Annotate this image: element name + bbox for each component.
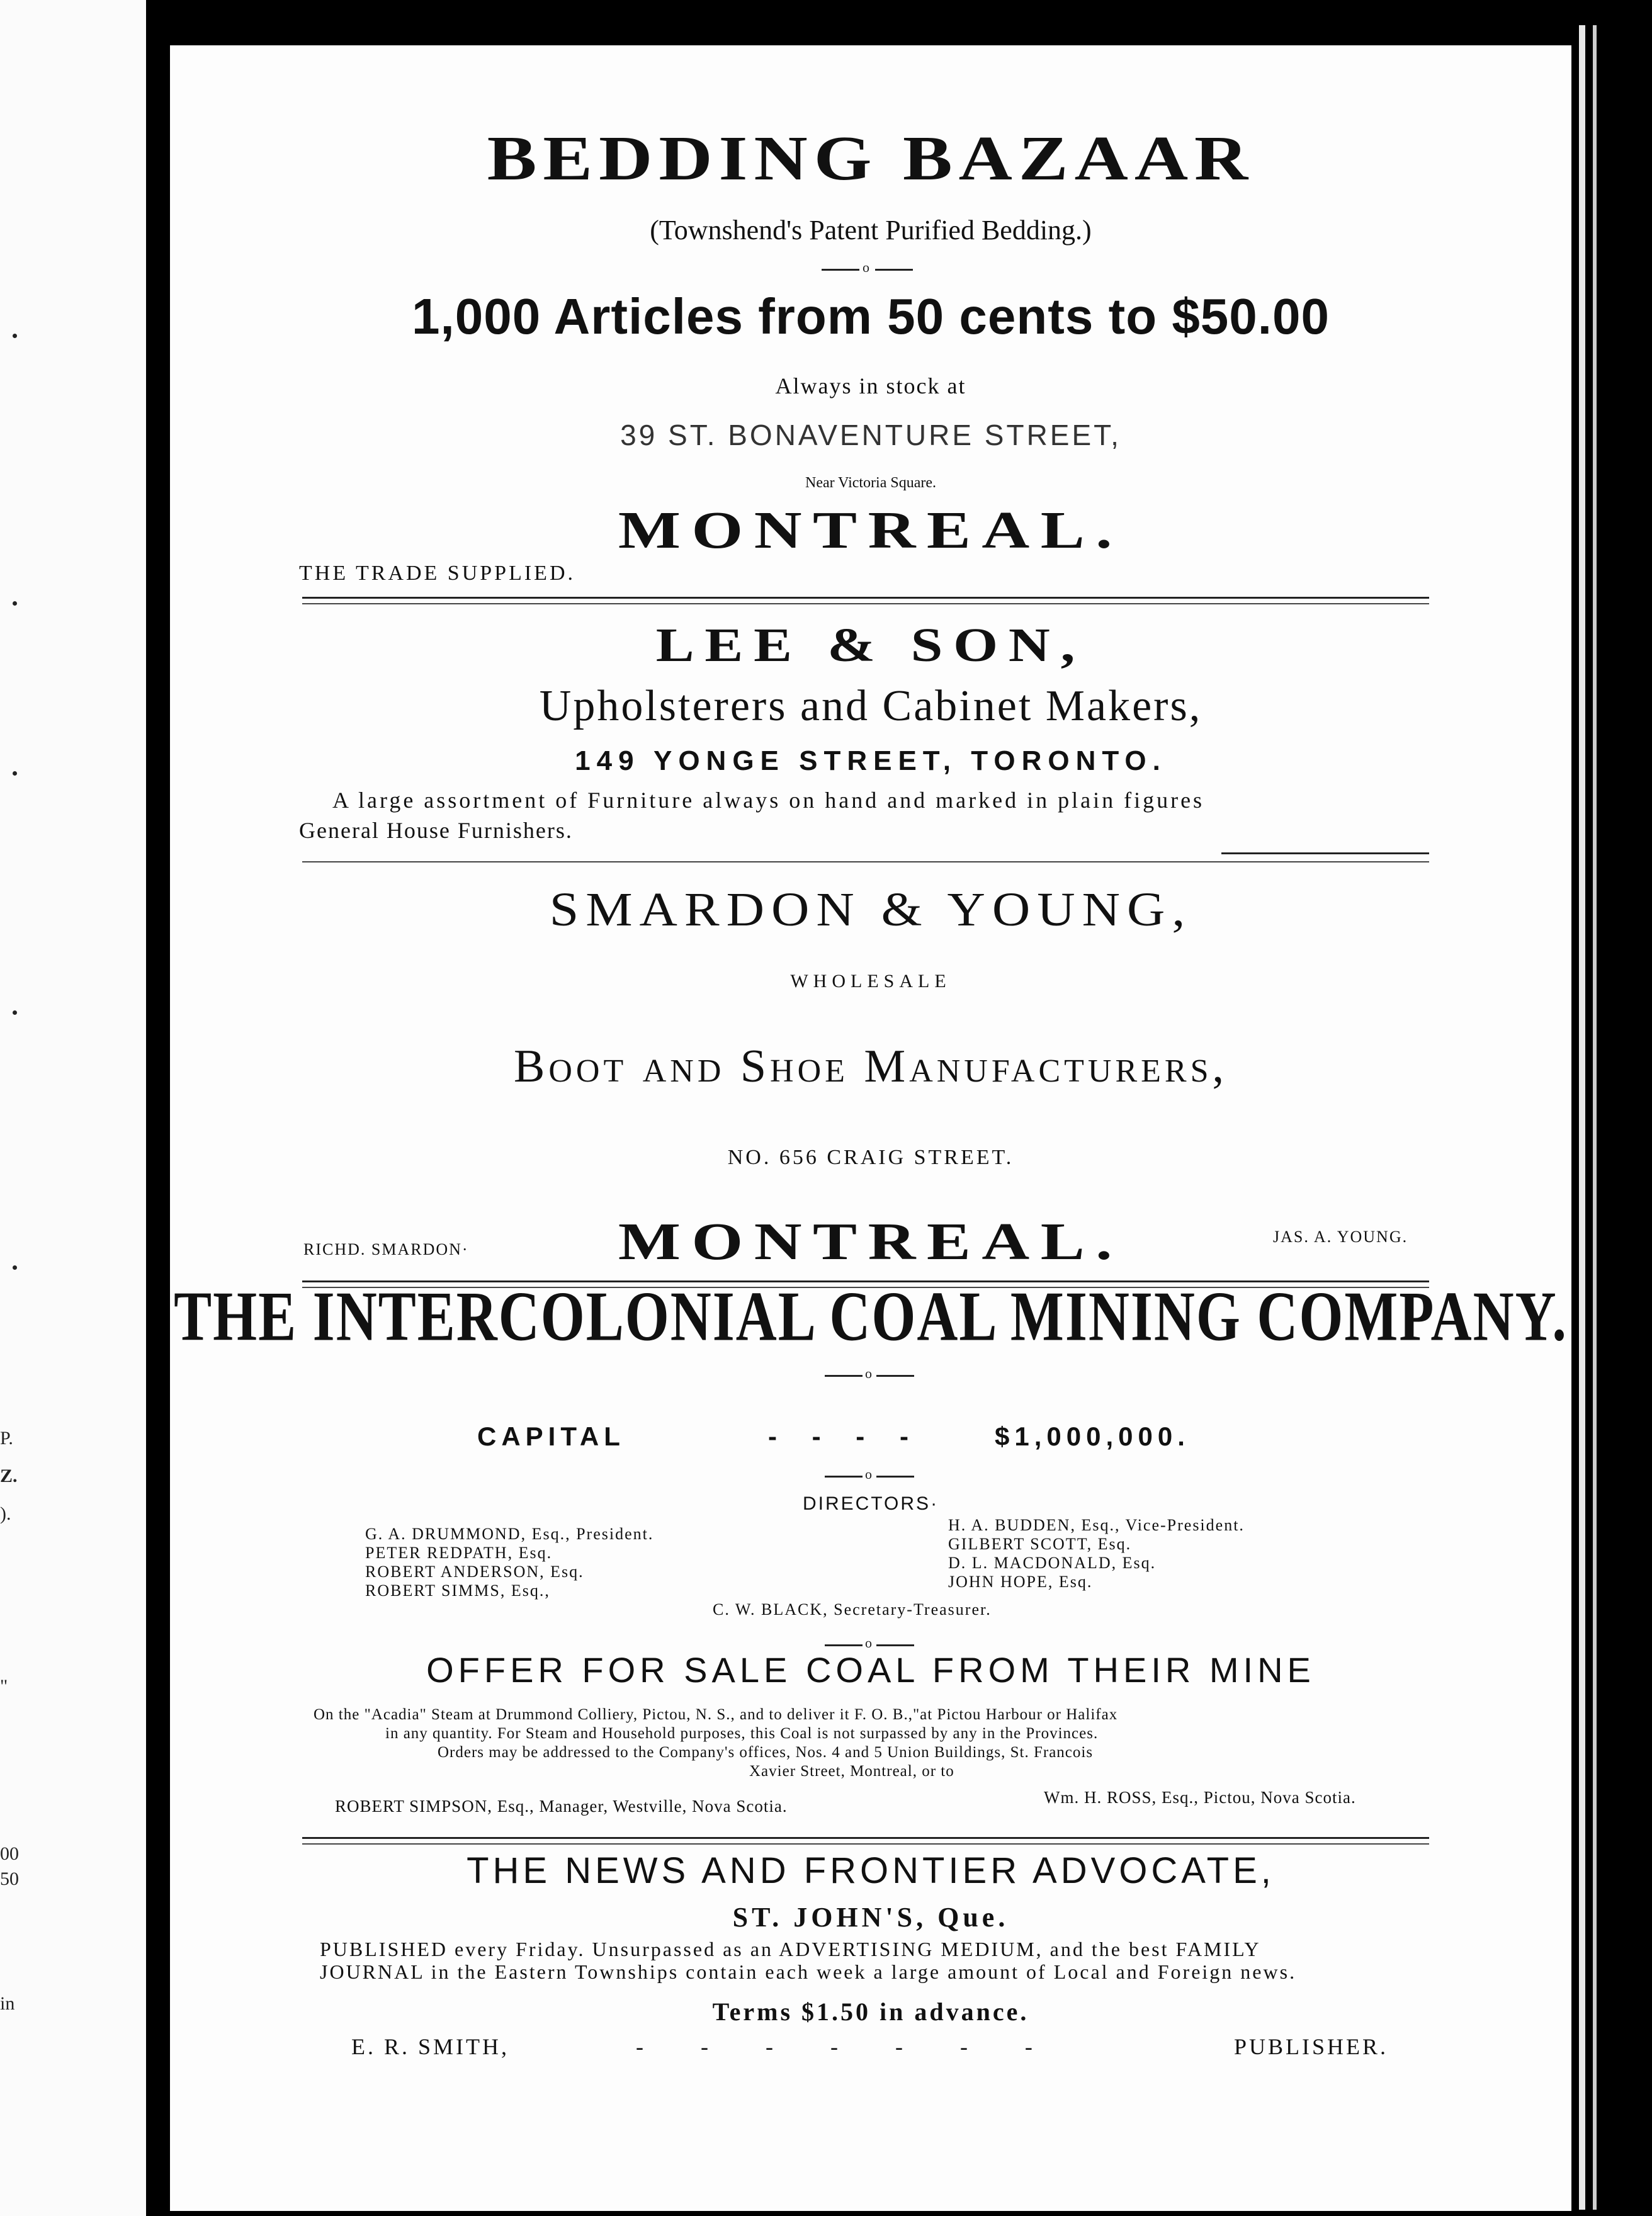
bedding-city: MONTREAL. [618, 501, 1124, 560]
coal-directors-heading: DIRECTORS· [802, 1493, 939, 1514]
lee-trade: Upholsterers and Cabinet Makers, [539, 682, 1202, 730]
section-rule [302, 1837, 1429, 1839]
section-rule [302, 597, 1429, 599]
separator-mark: o [865, 1635, 872, 1651]
separator-line [825, 1476, 863, 1478]
coal-agent-left: ROBERT SIMPSON, Esq., Manager, Westville, Nova Scotia. [335, 1797, 788, 1816]
news-publisher-label: PUBLISHER. [1234, 2034, 1389, 2059]
margin-fragment: P. [0, 1428, 13, 1449]
director: ROBERT SIMMS, Esq., [365, 1581, 550, 1600]
margin-dot [13, 334, 17, 338]
section-rule [302, 861, 1429, 862]
director: D. L. MACDONALD, Esq. [948, 1554, 1157, 1572]
news-publisher-name: E. R. SMITH, [351, 2034, 510, 2059]
section-rule [302, 1843, 1429, 1845]
lee-title: LEE & SON, [655, 619, 1086, 672]
director: JOHN HOPE, Esq. [948, 1573, 1093, 1591]
news-line2: JOURNAL in the Eastern Townships contain each week a large amount of Local and Foreign news. [320, 1960, 1297, 1983]
news-title: THE NEWS AND FRONTIER ADVOCATE, [467, 1850, 1275, 1891]
coal-capital-dashes: - - - - [768, 1422, 914, 1451]
page-edge [1571, 25, 1641, 2210]
separator-line [876, 1644, 914, 1646]
bedding-articles: 1,000 Articles from 50 cents to $50.00 [412, 288, 1330, 344]
page-gutter [146, 0, 170, 2216]
director: H. A. BUDDEN, Esq., Vice-President. [948, 1516, 1245, 1534]
separator-line [822, 269, 859, 271]
separator-line [876, 1476, 914, 1478]
lee-line1: A large assortment of Furniture always on hand and marked in plain figures [332, 788, 1205, 813]
bedding-street: 39 ST. BONAVENTURE STREET, [620, 419, 1121, 451]
coal-title: THE INTERCOLONIAL COAL MINING COMPANY. [174, 1277, 1568, 1356]
news-line1: PUBLISHED every Friday. Unsurpassed as an ADVERTISING MEDIUM, and the best FAMILY [320, 1938, 1261, 1960]
lee-line2: General House Furnishers. [299, 818, 573, 843]
margin-fragment: ). [0, 1503, 11, 1524]
coal-capital-value: $1,000,000. [995, 1422, 1190, 1451]
section-rule [1221, 852, 1429, 854]
separator-line [875, 269, 913, 271]
section-rule [302, 603, 1429, 604]
separator-line [876, 1375, 914, 1377]
director: PETER REDPATH, Esq. [365, 1544, 553, 1562]
smardon-trade: Boot and Shoe Manufacturers, [513, 1041, 1228, 1092]
smardon-title: SMARDON & YOUNG, [549, 883, 1192, 936]
margin-dot [13, 1010, 17, 1015]
director: G. A. DRUMMOND, Esq., President. [365, 1525, 654, 1543]
separator-mark: o [863, 259, 869, 275]
smardon-wholesale: WHOLESALE [790, 971, 951, 992]
news-dots: - - - - - - - [636, 2034, 1032, 2059]
margin-fragment: 50 [0, 1868, 19, 1889]
coal-secretary: C. W. BLACK, Secretary-Treasurer. [713, 1600, 992, 1619]
bedding-subtitle: (Townshend's Patent Purified Bedding.) [650, 215, 1092, 246]
margin-fragment: in [0, 1993, 15, 2014]
news-terms: Terms $1.50 in advance. [712, 1998, 1029, 2026]
advertisement-page [170, 45, 1571, 2211]
margin-dot [13, 601, 17, 606]
coal-offer: OFFER FOR SALE COAL FROM THEIR MINE [426, 1650, 1315, 1690]
coal-body-line: Orders may be addressed to the Company's offices, Nos. 4 and 5 Union Buildings, St. Francois [438, 1744, 1094, 1761]
smardon-address: NO. 656 CRAIG STREET. [727, 1146, 1014, 1169]
bedding-stock: Always in stock at [775, 373, 966, 399]
separator-mark: o [865, 1365, 872, 1381]
coal-capital-label: CAPITAL [477, 1422, 625, 1451]
lee-address: 149 YONGE STREET, TORONTO. [575, 745, 1167, 776]
coal-body-line: On the "Acadia" Steam at Drummond Colliery, Pictou, N. S., and to deliver it F. O. B.,"at Pictou Harbour or Halifax [314, 1706, 1118, 1723]
margin-fragment: " [0, 1676, 8, 1697]
smardon-partner-2: JAS. A. YOUNG. [1273, 1228, 1408, 1246]
coal-body-line: in any quantity. For Steam and Household purposes, this Coal is not surpassed by any in the Provinces. [385, 1725, 1099, 1742]
margin-dot [13, 771, 17, 776]
bedding-trade: THE TRADE SUPPLIED. [299, 562, 575, 585]
separator-line [825, 1375, 863, 1377]
separator-mark: o [865, 1466, 872, 1482]
news-place: ST. JOHN'S, Que. [732, 1902, 1009, 1933]
coal-body-line: Xavier Street, Montreal, or to [749, 1763, 954, 1780]
margin-fragment: Z. [0, 1466, 18, 1486]
margin-fragment: 00 [0, 1843, 19, 1864]
separator-line [825, 1644, 863, 1646]
smardon-partner-1: RICHD. SMARDON· [303, 1240, 469, 1258]
bedding-near: Near Victoria Square. [805, 475, 937, 491]
bedding-title: BEDDING BAZAAR [487, 123, 1255, 194]
director: ROBERT ANDERSON, Esq. [365, 1563, 584, 1581]
left-page-margin [0, 0, 146, 2216]
director: GILBERT SCOTT, Esq. [948, 1535, 1132, 1553]
coal-agent-right: Wm. H. ROSS, Esq., Pictou, Nova Scotia. [1044, 1788, 1356, 1807]
smardon-city: MONTREAL. [618, 1213, 1124, 1271]
